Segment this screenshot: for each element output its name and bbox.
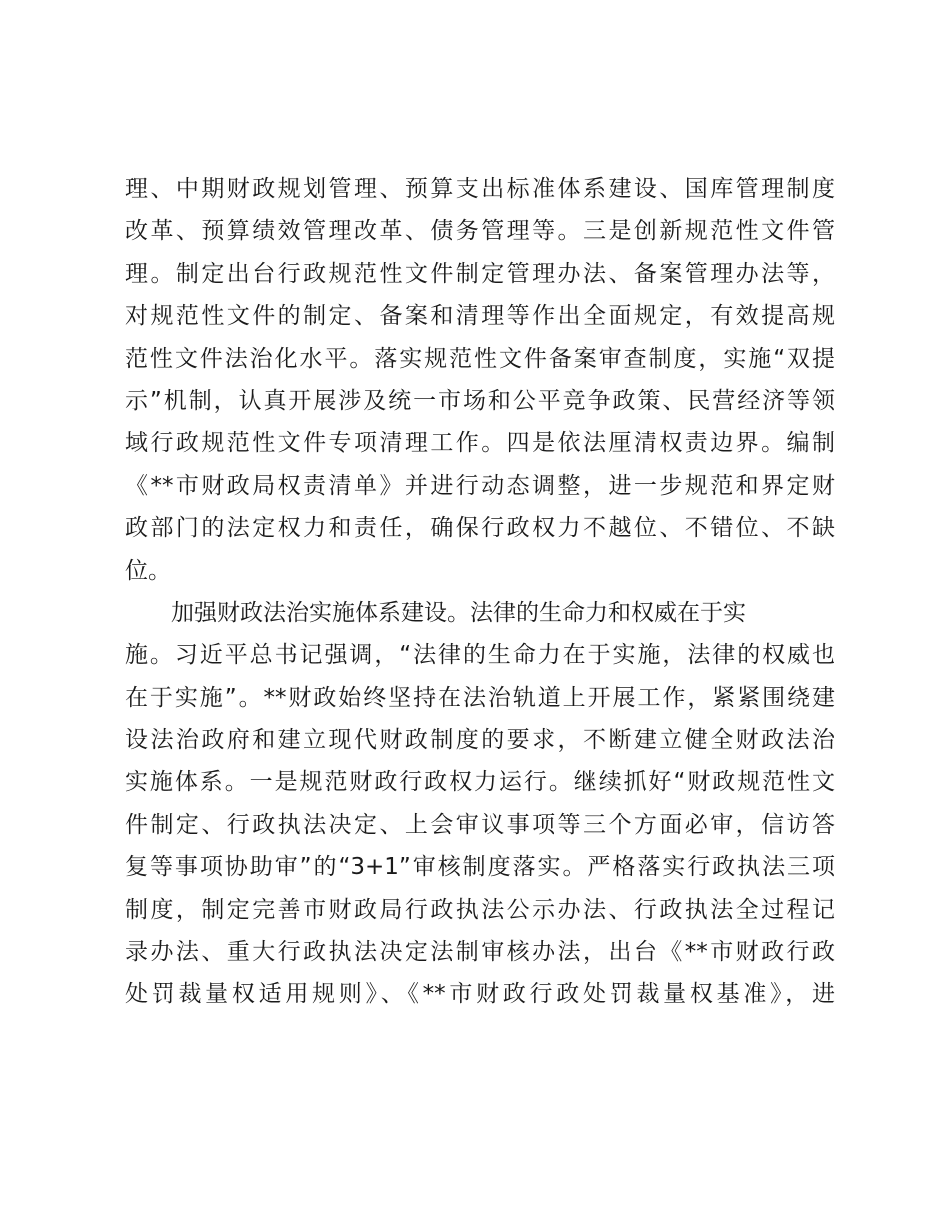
text-line: 域行政规范性文件专项清理工作。四是依法厘清权责边界。编制 [125, 430, 835, 457]
text-line: 处罚裁量权适用规则》、《**市财政行政处罚裁量权基准》，进 [125, 981, 835, 1008]
text-line: 设法治政府和建立现代财政制度的要求，不断建立健全财政法治 [125, 727, 835, 754]
document-body [125, 168, 835, 1016]
text-line: 示”机制，认真开展涉及统一市场和公平竞争政策、民营经济等领 [125, 387, 835, 414]
text-line: 政部门的法定权力和责任，确保行政权力不越位、不错位、不缺 [125, 515, 835, 542]
text-line: 理、中期财政规划管理、预算支出标准体系建设、国库管理制度 [125, 176, 835, 202]
text-line: 施。习近平总书记强调，“法律的生命力在于实施，法律的权威也 [125, 642, 835, 669]
text-line: 在于实施”。**财政始终坚持在法治轨道上开展工作，紧紧围绕建 [125, 684, 835, 711]
text-line: 复等事项协助审”的“3+1”审核制度落实。严格落实行政执法三项 [125, 854, 835, 881]
text-line: 制度，制定完善市财政局行政执法公示办法、行政执法全过程记 [125, 896, 835, 923]
text-line: 理。制定出台行政规范性文件制定管理办法、备案管理办法等， [125, 260, 835, 287]
text-line: 实施体系。一是规范财政行政权力运行。继续抓好“财政规范性文 [125, 769, 835, 796]
text-line: 改革、预算绩效管理改革、债务管理等。三是创新规范性文件管 [125, 218, 835, 245]
text-line: 对规范性文件的制定、备案和清理等作出全面规定，有效提高规 [125, 303, 835, 330]
paragraph-heading-line: 加强财政法治实施体系建设。法律的生命力和权威在于实 [171, 599, 746, 626]
text-line: 位。 [125, 557, 171, 584]
text-line: 件制定、行政执法决定、上会审议事项等三个方面必审，信访答 [125, 811, 835, 838]
text-line: 录办法、重大行政执法决定法制审核办法，出台《**市财政行政 [125, 939, 835, 966]
text-line: 《**市财政局权责清单》并进行动态调整，进一步规范和界定财 [125, 472, 835, 499]
text-line: 范性文件法治化水平。落实规范性文件备案审查制度，实施“双提 [125, 345, 835, 372]
